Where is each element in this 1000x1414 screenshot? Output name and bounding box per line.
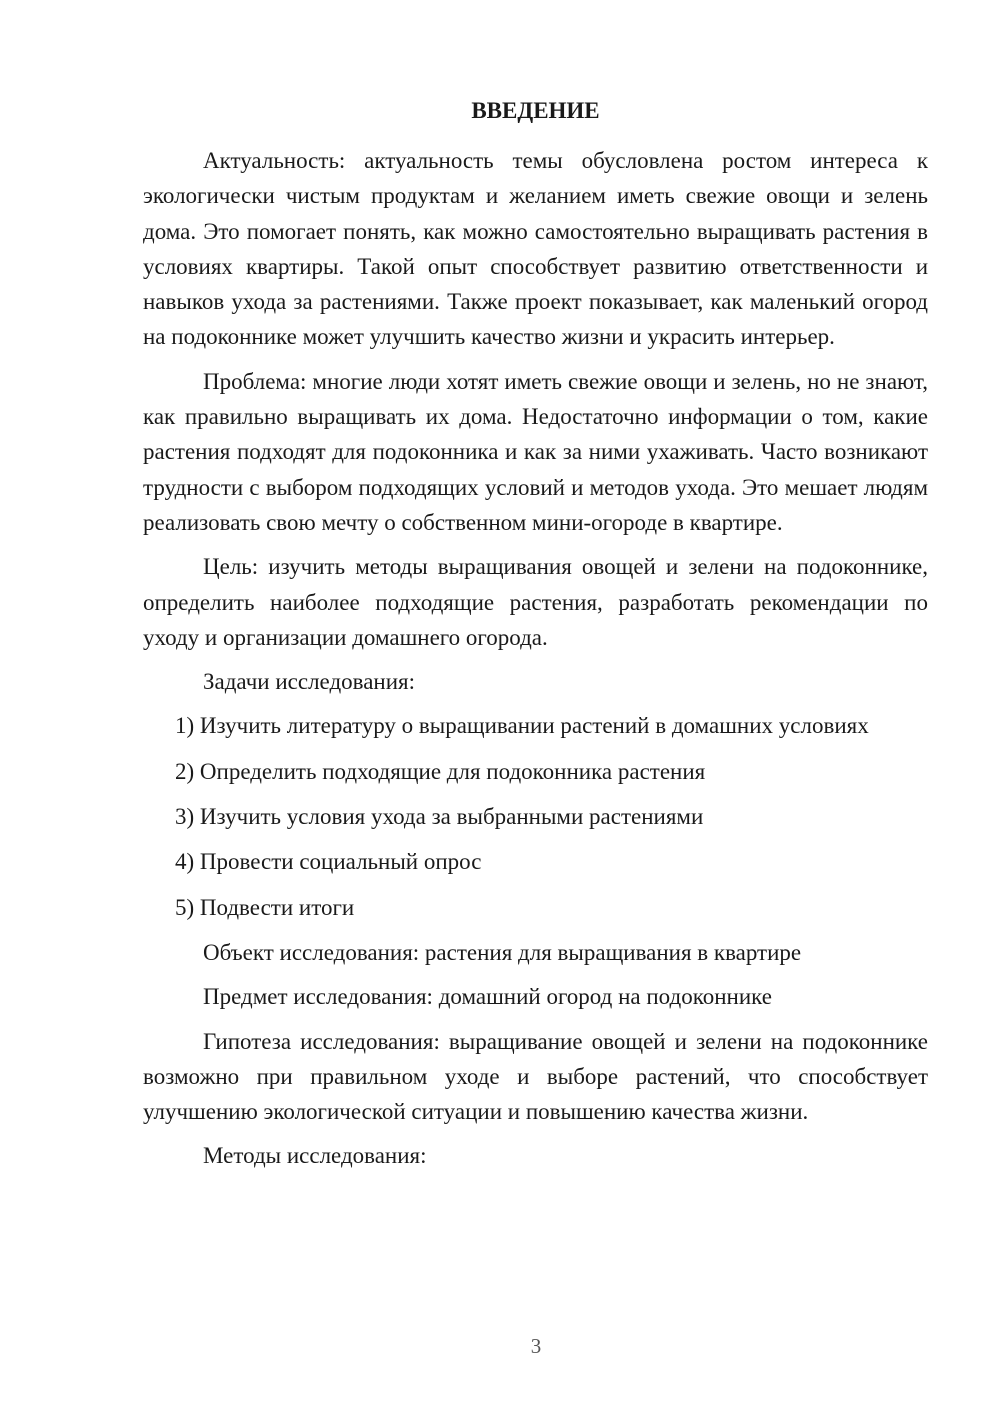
- page-body: [143, 143, 928, 1183]
- methods-heading: Методы исследования:: [203, 1143, 427, 1169]
- tasks-heading: Задачи исследования:: [203, 669, 416, 695]
- tasks-list: [143, 708, 928, 924]
- relevance-paragraph: Актуальность: актуальность темы обусловлена ростом интереса к экологически чистым продуктам и желанием иметь свежие овощи и зелень дома. Это помогает понять, как можно самостоятельно выращивать растения в условиях квартиры. Такой опыт способствует развитию ответственности и навыков ухода за растениями. Также проект показывает, как маленький огород на подоконнике может улучшить качество жизни и украсить интерьер.: [143, 148, 928, 350]
- page-title: ВВЕДЕНИЕ: [471, 98, 600, 123]
- page-number: 3: [530, 1334, 542, 1358]
- subject-paragraph: Предмет исследования: домашний огород на подоконнике: [203, 984, 772, 1010]
- list-item: 1) Изучить литературу о выращивании растений в домашних условиях: [175, 713, 869, 739]
- hypothesis-paragraph: Гипотеза исследования: выращивание овощей и зелени на подоконнике возможно при правильном уходе и выборе растений, что способствует улучшению экологической ситуации и повышению качества жизни.: [143, 1028, 928, 1125]
- list-item: 2) Определить подходящие для подоконника растения: [175, 758, 706, 784]
- problem-paragraph: Проблема: многие люди хотят иметь свежие овощи и зелень, но не знают, как правильно выращивать их дома. Недостаточно информации о том, какие растения подходят для подоконника и как за ними ухаживать. Часто возникают трудности с выбором подходящих условий и методов ухода. Это мешает людям реализовать свою мечту о собственном мини-огороде в квартире.: [143, 368, 928, 535]
- goal-paragraph: Цель: изучить методы выращивания овощей и зелени на подоконнике, определить наиболее подходящие растения, разработать рекомендации по уходу и организации домашнего огорода.: [143, 554, 928, 650]
- list-item: 4) Провести социальный опрос: [175, 849, 482, 875]
- object-paragraph: Объект исследования: растения для выращивания в квартире: [203, 939, 802, 965]
- list-item: 3) Изучить условия ухода за выбранными растениями: [175, 804, 704, 830]
- list-item: 5) Подвести итоги: [175, 894, 355, 920]
